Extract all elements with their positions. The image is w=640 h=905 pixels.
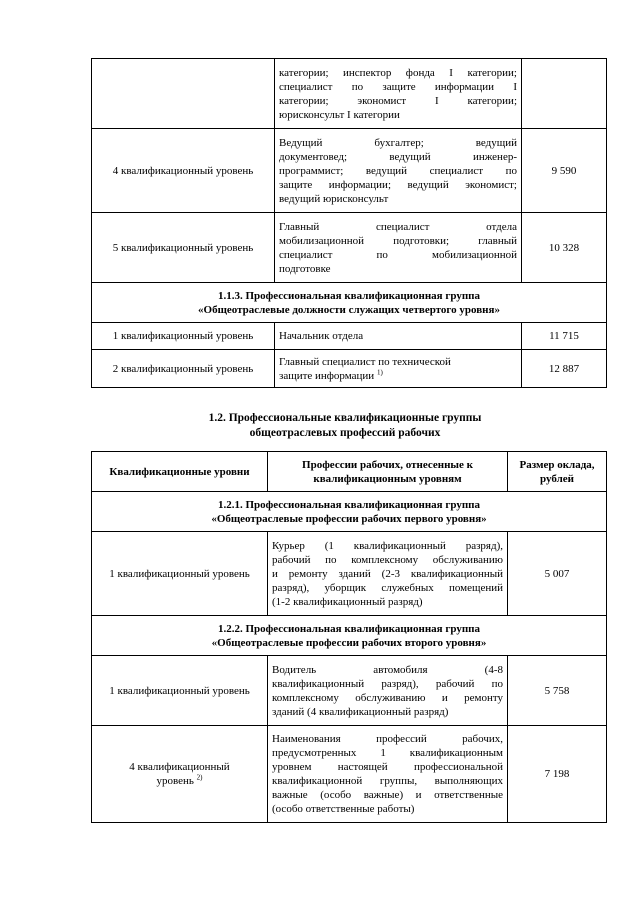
salary-cell bbox=[522, 59, 607, 129]
footnote-marker: 1) bbox=[376, 367, 383, 376]
table-row bbox=[92, 726, 607, 823]
table-row bbox=[92, 129, 607, 213]
column-header-levels: Квалификационные уровни bbox=[92, 452, 268, 492]
level-cell bbox=[92, 59, 275, 129]
level-cell: 5 квалификационный уровень bbox=[92, 213, 275, 283]
footnote-marker: 2) bbox=[196, 773, 203, 782]
salary-cell: 10 328 bbox=[522, 213, 607, 283]
table-row bbox=[92, 532, 607, 616]
table-row bbox=[92, 656, 607, 726]
group-title-1-2-1: 1.2.1. Профессиональная квалификационная группа «Общеотраслевые профессии рабочих первого уровня» bbox=[92, 492, 607, 532]
salary-cell: 11 715 bbox=[522, 323, 607, 350]
profession-cell: Главный специалист отдела мобилизационной подготовки; главный специалист по мобилизационной подготовке bbox=[275, 213, 522, 283]
group-header-row bbox=[92, 492, 607, 532]
table-row bbox=[92, 59, 607, 129]
section-title-1-2: 1.2. Профессиональные квалификационные группы общеотраслевых профессий рабочих bbox=[208, 412, 482, 439]
profession-cell: Главный специалист по технической защите информации $^{1)}$ bbox=[275, 350, 522, 388]
group-header-row bbox=[92, 283, 607, 323]
column-header-professions: Профессии рабочих, отнесенные к квалификационным уровням bbox=[268, 452, 508, 492]
group-title-1-1-3: 1.1.3. Профессиональная квалификационная группа «Общеотраслевые должности служащих четвертого уровня» bbox=[92, 283, 607, 323]
group-header-row bbox=[92, 616, 607, 656]
profession-cell: Наименования профессий рабочих, предусмотренных 1 квалификационным уровнем настоящей профессиональной квалификационной группы, выполняющих важные (особо важные) и ответственные (особо ответственные работы) bbox=[268, 726, 508, 823]
level-cell: 1 квалификационный уровень bbox=[92, 532, 268, 616]
profession-cell: Ведущий бухгалтер; ведущий документовед; ведущий инженер- программист; ведущий специалист по защите информации; ведущий экономист; ведущий юрисконсульт bbox=[275, 129, 522, 213]
group-title-1-2-2: 1.2.2. Профессиональная квалификационная группа «Общеотраслевые профессии рабочих второго уровня» bbox=[92, 616, 607, 656]
table-header-row bbox=[92, 452, 607, 492]
salary-table-workers bbox=[91, 451, 607, 823]
column-header-salary: Размер оклада, рублей bbox=[508, 452, 607, 492]
profession-cell: Начальник отдела bbox=[275, 323, 522, 350]
table-row bbox=[92, 323, 607, 350]
salary-cell: 12 887 bbox=[522, 350, 607, 388]
salary-cell: 9 590 bbox=[522, 129, 607, 213]
salary-cell: 5 758 bbox=[508, 656, 607, 726]
table-row bbox=[92, 213, 607, 283]
salary-cell: 7 198 bbox=[508, 726, 607, 823]
profession-cell: Курьер (1 квалификационный разряд), рабочий по комплексному обслуживанию и ремонту зданий (2-3 квалификационный разряд), уборщик служебных помещений (1-2 квалификационный разряд) bbox=[268, 532, 508, 616]
salary-cell: 5 007 bbox=[508, 532, 607, 616]
level-cell: 4 квалификационный уровень $^{2)}$ bbox=[92, 726, 268, 823]
level-cell: 4 квалификационный уровень bbox=[92, 129, 275, 213]
salary-table-employees bbox=[91, 58, 607, 388]
table-row bbox=[92, 350, 607, 388]
profession-cell: категории; инспектор фонда I категории; специалист по защите информации I категории; экономист I категории; юрисконсульт I категории bbox=[275, 59, 522, 129]
level-cell: 1 квалификационный уровень bbox=[92, 656, 268, 726]
level-cell: 1 квалификационный уровень bbox=[92, 323, 275, 350]
level-cell: 2 квалификационный уровень bbox=[92, 350, 275, 388]
profession-cell: Водитель автомобиля (4-8 квалификационный разряд), рабочий по комплексному обслуживанию и ремонту зданий (4 квалификационный разряд) bbox=[268, 656, 508, 726]
